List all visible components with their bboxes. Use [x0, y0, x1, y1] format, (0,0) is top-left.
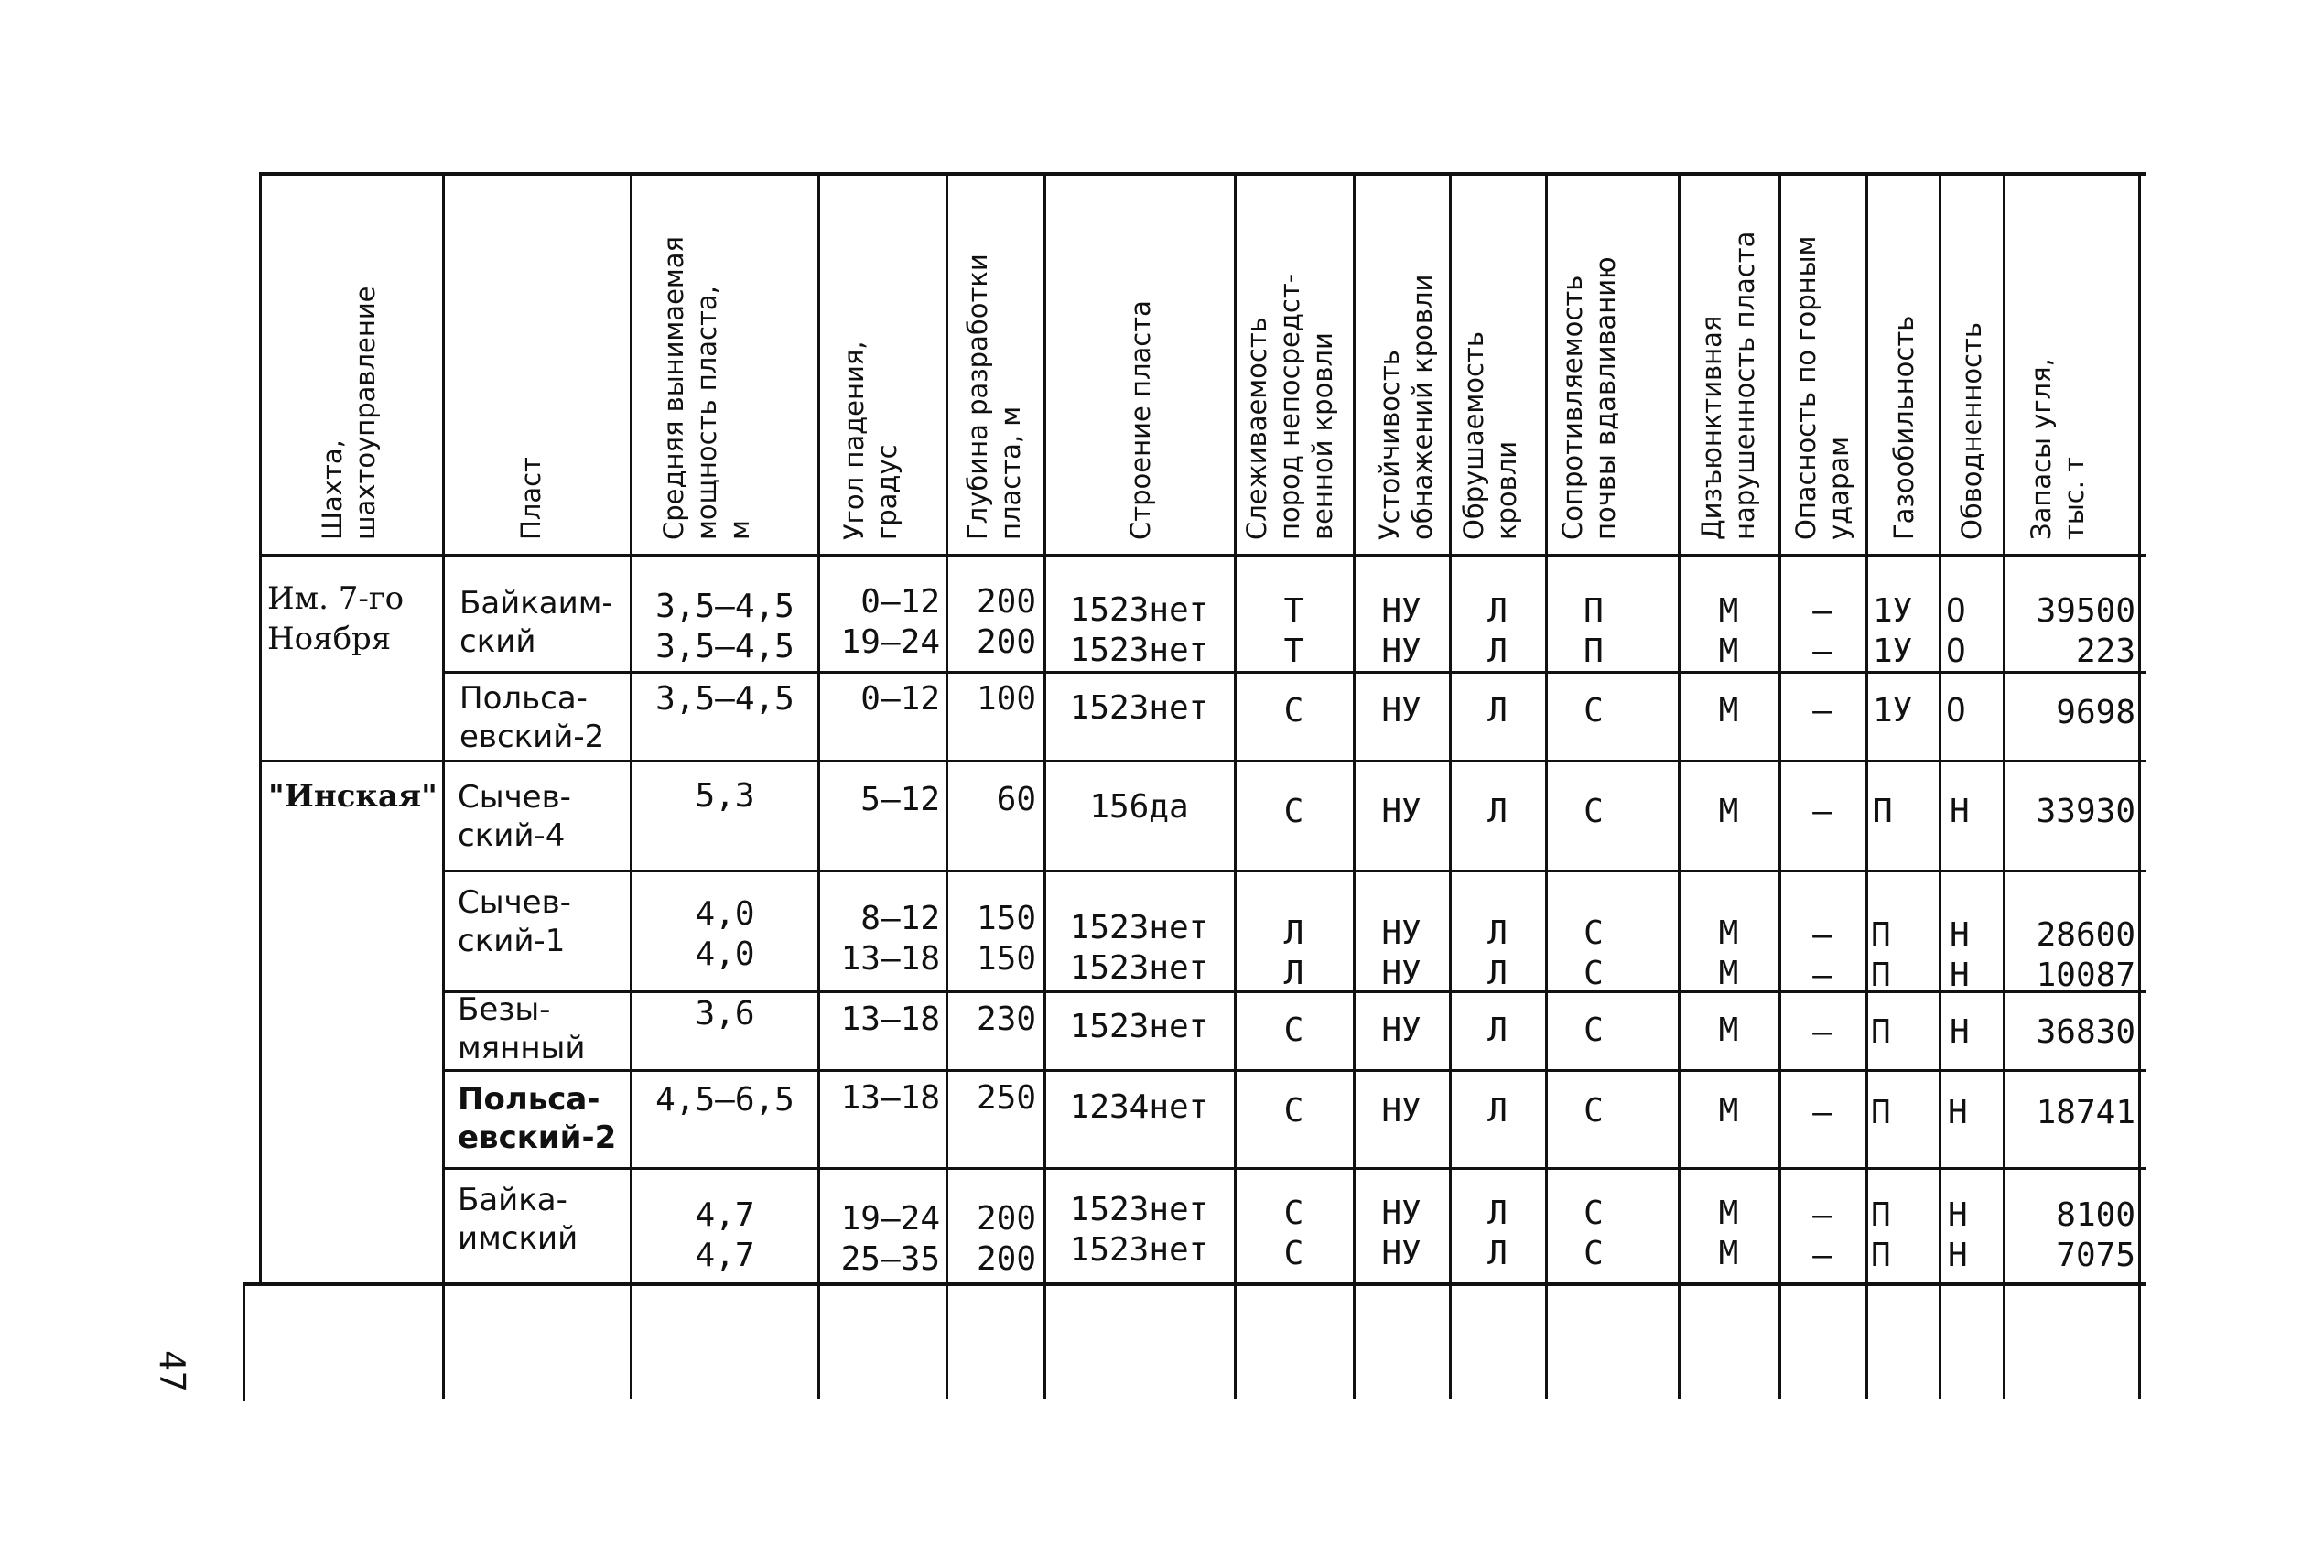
reserves-value: 28600 10087 [2036, 916, 2135, 994]
caving-value: Л [1487, 1011, 1508, 1049]
column-rule [630, 172, 632, 1399]
gas-value: П П [1871, 916, 1891, 994]
row-divider [442, 1167, 2146, 1170]
header-reserves: Запасы угля, тыс. т [2026, 358, 2090, 540]
thickness-value: 5,3 [695, 777, 755, 815]
header-structure: Строение пласта [1125, 300, 1156, 540]
thickness-value: 4,7 4,7 [695, 1196, 755, 1274]
structure-value: 1523нет 1523нет [1069, 909, 1209, 987]
caving-value: Л [1487, 692, 1508, 730]
header-rock-burst: Опасность по горным ударам [1790, 235, 1854, 540]
caving-value: Л [1487, 1092, 1508, 1130]
header-water: Обводненность [1956, 322, 1987, 540]
column-rule [1939, 172, 1941, 1399]
structure-value: 1523нет [1069, 689, 1209, 727]
reserves-value: 39500 223 [2036, 592, 2135, 670]
structure-value: 156да [1089, 788, 1189, 826]
header-mine: Шахта, шахтоуправление [317, 286, 381, 540]
column-rule [1865, 172, 1868, 1399]
header-roof-caving: Обрушаемость кровли [1458, 331, 1522, 540]
caking-value: С [1283, 692, 1304, 730]
header-gas: Газообильность [1888, 315, 1919, 540]
stability-value: НУ НУ [1381, 592, 1421, 670]
header-dip-angle: Угол падения, градус [838, 341, 903, 540]
water-value: Н [1950, 793, 1970, 830]
seam-name: Сычев- ский-4 [458, 779, 571, 854]
reserves-value: 8100 7075 [2056, 1196, 2135, 1274]
caving-value: Л Л [1487, 1195, 1508, 1272]
reserves-value: 33930 [2036, 793, 2135, 830]
water-value: Н [1948, 1094, 1968, 1131]
resistance-value: С [1584, 1092, 1604, 1130]
water-value: Н Н [1948, 1196, 1968, 1274]
resistance-value: С С [1584, 914, 1604, 992]
seam-name: Польса- евский-2 [459, 680, 605, 755]
structure-value: 1234нет [1069, 1088, 1209, 1126]
caving-value: Л [1487, 793, 1508, 830]
resistance-value: С С [1584, 1195, 1604, 1272]
stability-value: НУ [1381, 1092, 1421, 1130]
caking-value: С [1283, 1011, 1304, 1049]
mine-name: "Инская" [268, 778, 438, 815]
depth-value: 250 [976, 1079, 1036, 1117]
caving-value: Л Л [1487, 592, 1508, 670]
water-value: Н [1950, 1013, 1970, 1051]
header-disjunctive: Дизъюнктивная нарушенность пласта [1696, 231, 1760, 540]
depth-value: 150 150 [976, 900, 1036, 978]
depth-value: 200 200 [976, 583, 1036, 661]
disjunctive-value: М М [1718, 1195, 1739, 1272]
stability-value: НУ НУ [1381, 914, 1421, 992]
caking-value: С С [1283, 1195, 1304, 1272]
mine-divider [259, 760, 2146, 762]
disjunctive-value: М [1718, 692, 1739, 730]
burst-value: – – [1812, 916, 1832, 994]
seam-name: Польса- евский-2 [458, 1081, 617, 1156]
header-roof-stability: Устойчивость обнажений кровли [1374, 274, 1438, 540]
table-top-border [259, 172, 2146, 176]
disjunctive-value: М М [1718, 914, 1739, 992]
stability-value: НУ [1381, 1011, 1421, 1049]
header-caking: Слеживаемость пород непосредст- венной кровли [1241, 273, 1338, 540]
column-rule [442, 172, 445, 1399]
depth-value: 230 [976, 1000, 1036, 1038]
gas-value: 1У [1873, 692, 1913, 730]
table-right-border [2138, 172, 2141, 1399]
burst-value: – [1812, 793, 1832, 830]
header-seam: Пласт [515, 457, 546, 540]
seam-name: Байка- имский [458, 1182, 578, 1257]
table-body-bottom-border [243, 1282, 2146, 1286]
header-bottom-border [259, 554, 2146, 557]
resistance-value: П П [1584, 592, 1604, 670]
seam-name: Безы- мянный [458, 991, 586, 1066]
water-value: Н Н [1950, 916, 1970, 994]
row-divider [442, 870, 2146, 872]
gas-value: П П [1871, 1196, 1891, 1274]
seam-name: Байкаим- ский [459, 585, 613, 660]
caking-value: С [1283, 1092, 1304, 1130]
disjunctive-value: М [1718, 1092, 1739, 1130]
caking-value: Л Л [1283, 914, 1304, 992]
angle-value: 19–24 25–35 [840, 1200, 940, 1278]
thickness-value: 4,5–6,5 [655, 1081, 794, 1119]
depth-value: 60 [996, 781, 1036, 818]
disjunctive-value: М М [1718, 592, 1739, 670]
angle-value: 0–12 19–24 [840, 583, 940, 661]
structure-value: 1523нет 1523нет [1069, 591, 1209, 669]
row-divider [442, 1069, 2146, 1072]
resistance-value: С [1584, 692, 1604, 730]
angle-value: 13–18 [840, 1079, 940, 1117]
structure-value: 1523нет [1069, 1008, 1209, 1045]
header-depth: Глубина разработки пласта, м [962, 254, 1026, 540]
thickness-value: 3,5–4,5 [655, 680, 794, 718]
thickness-value: 4,0 4,0 [695, 895, 755, 973]
page-edge-rule [243, 1282, 245, 1401]
table-left-border [259, 172, 262, 1282]
reserves-value: 36830 [2036, 1013, 2135, 1051]
reserves-value: 9698 [2056, 694, 2135, 731]
burst-value: – [1812, 692, 1832, 730]
depth-value: 100 [976, 680, 1036, 718]
gas-value: П [1873, 793, 1893, 830]
water-value: О [1946, 692, 1966, 730]
stability-value: НУ НУ [1381, 1195, 1421, 1272]
thickness-value: 3,5–4,5 3,5–4,5 [655, 588, 794, 665]
header-thickness: Средняя вынимаемая мощность пласта, м [658, 236, 755, 540]
page-number: 47 [152, 1350, 192, 1392]
water-value: О О [1946, 592, 1966, 670]
disjunctive-value: М [1718, 793, 1739, 830]
resistance-value: С [1584, 1011, 1604, 1049]
stability-value: НУ [1381, 793, 1421, 830]
stability-value: НУ [1381, 692, 1421, 730]
gas-value: П [1871, 1013, 1891, 1051]
burst-value: – – [1812, 1196, 1832, 1274]
burst-value: – [1812, 1094, 1832, 1131]
resistance-value: С [1584, 793, 1604, 830]
angle-value: 5–12 [860, 781, 940, 818]
thickness-value: 3,6 [695, 995, 755, 1033]
angle-value: 13–18 [840, 1000, 940, 1038]
caking-value: С [1283, 793, 1304, 830]
angle-value: 0–12 [860, 680, 940, 718]
disjunctive-value: М [1718, 1011, 1739, 1049]
header-floor-resistance: Сопротивляемость почвы вдавливанию [1557, 256, 1621, 540]
structure-value: 1523нет 1523нет [1069, 1191, 1209, 1269]
burst-value: – [1812, 1013, 1832, 1051]
caving-value: Л Л [1487, 914, 1508, 992]
mine-name: Им. 7-го Ноября [267, 580, 405, 657]
caking-value: Т Т [1283, 592, 1304, 670]
gas-value: 1У 1У [1873, 592, 1913, 670]
angle-value: 8–12 13–18 [840, 900, 940, 978]
reserves-value: 18741 [2036, 1094, 2135, 1131]
burst-value: – – [1812, 592, 1832, 670]
depth-value: 200 200 [976, 1200, 1036, 1278]
gas-value: П [1871, 1094, 1891, 1131]
seam-name: Сычев- ский-1 [458, 884, 571, 959]
